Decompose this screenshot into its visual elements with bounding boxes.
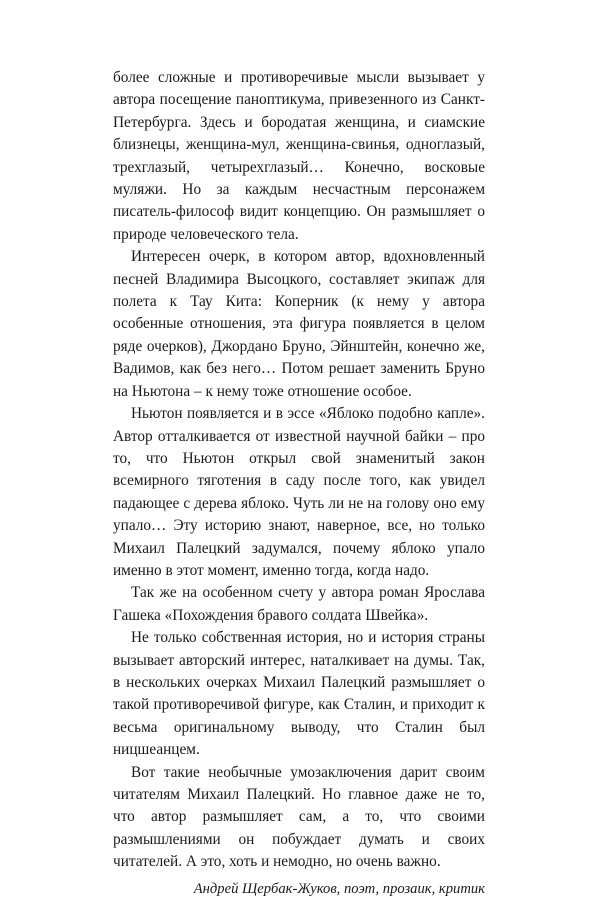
paragraph-2: Интересен очерк, в котором автор, вдохновленный песней Владимира Высоцкого, составляет экипаж для полета к Тау Кита: Коперник (к нему у автора особенные отношения, эта фигура появляется в целом ряде очерков), Джордано Бруно, Эйнштейн, конечно же, Вадимов, как без него… Потом решает заменить Бруно на Ньютона – к нему тоже отношение особое.: [113, 248, 485, 400]
paragraph-3: Ньютон появляется и в эссе «Яблоко подобно капле». Автор отталкивается от известной научной байки – про то, что Ньютон открыл свой знаменитый закон всемирного тяготения в саду после того, как увидел падающее с дерева яблоко. Чуть ли не на голову оно ему упало… Эту историю знают, наверное, все, но только Михаил Палецкий задумался, почему яблоко упало именно в этот момент, именно тогда, когда надо.: [113, 405, 485, 579]
paragraph-5: Не только собственная история, но и история страны вызывает авторский интерес, наталкивает на думы. Так, в нескольких очерках Михаил Палецкий размышляет о такой противоречивой фигуре, как Сталин, и приходит к весьма оригинальному выводу, что Сталин был ницшеанцем.: [113, 629, 485, 759]
paragraph-4: Так же на особенном счету у автора роман Ярослава Гашека «Похождения бравого солдата Швейка».: [113, 584, 485, 624]
body-text: [113, 67, 485, 900]
author-signature: Андрей Щербак-Жуков, поэт, прозаик, критик: [193, 880, 485, 897]
paragraph-6: Вот такие необычные умозаключения дарит своим читателям Михаил Палецкий. Но главное даже не то, что автор размышляет сам, а то, что своими размышлениями он побуждает думать и своих читателей. А это, хоть и немодно, но очень важно.: [113, 763, 485, 871]
paragraph-1: более сложные и противоречивые мысли вызывает у автора посещение паноптикума, привезенного из Санкт-Петербурга. Здесь и бородатая женщина, и сиамские близнецы, женщина-мул, женщина-свинья, одноглазый, трехглазый, четырехглазый… Конечно, восковые муляжи. Но за каждым несчастным персонажем писатель-философ видит концепцию. Он размышляет о природе человеческого тела.: [113, 69, 485, 243]
